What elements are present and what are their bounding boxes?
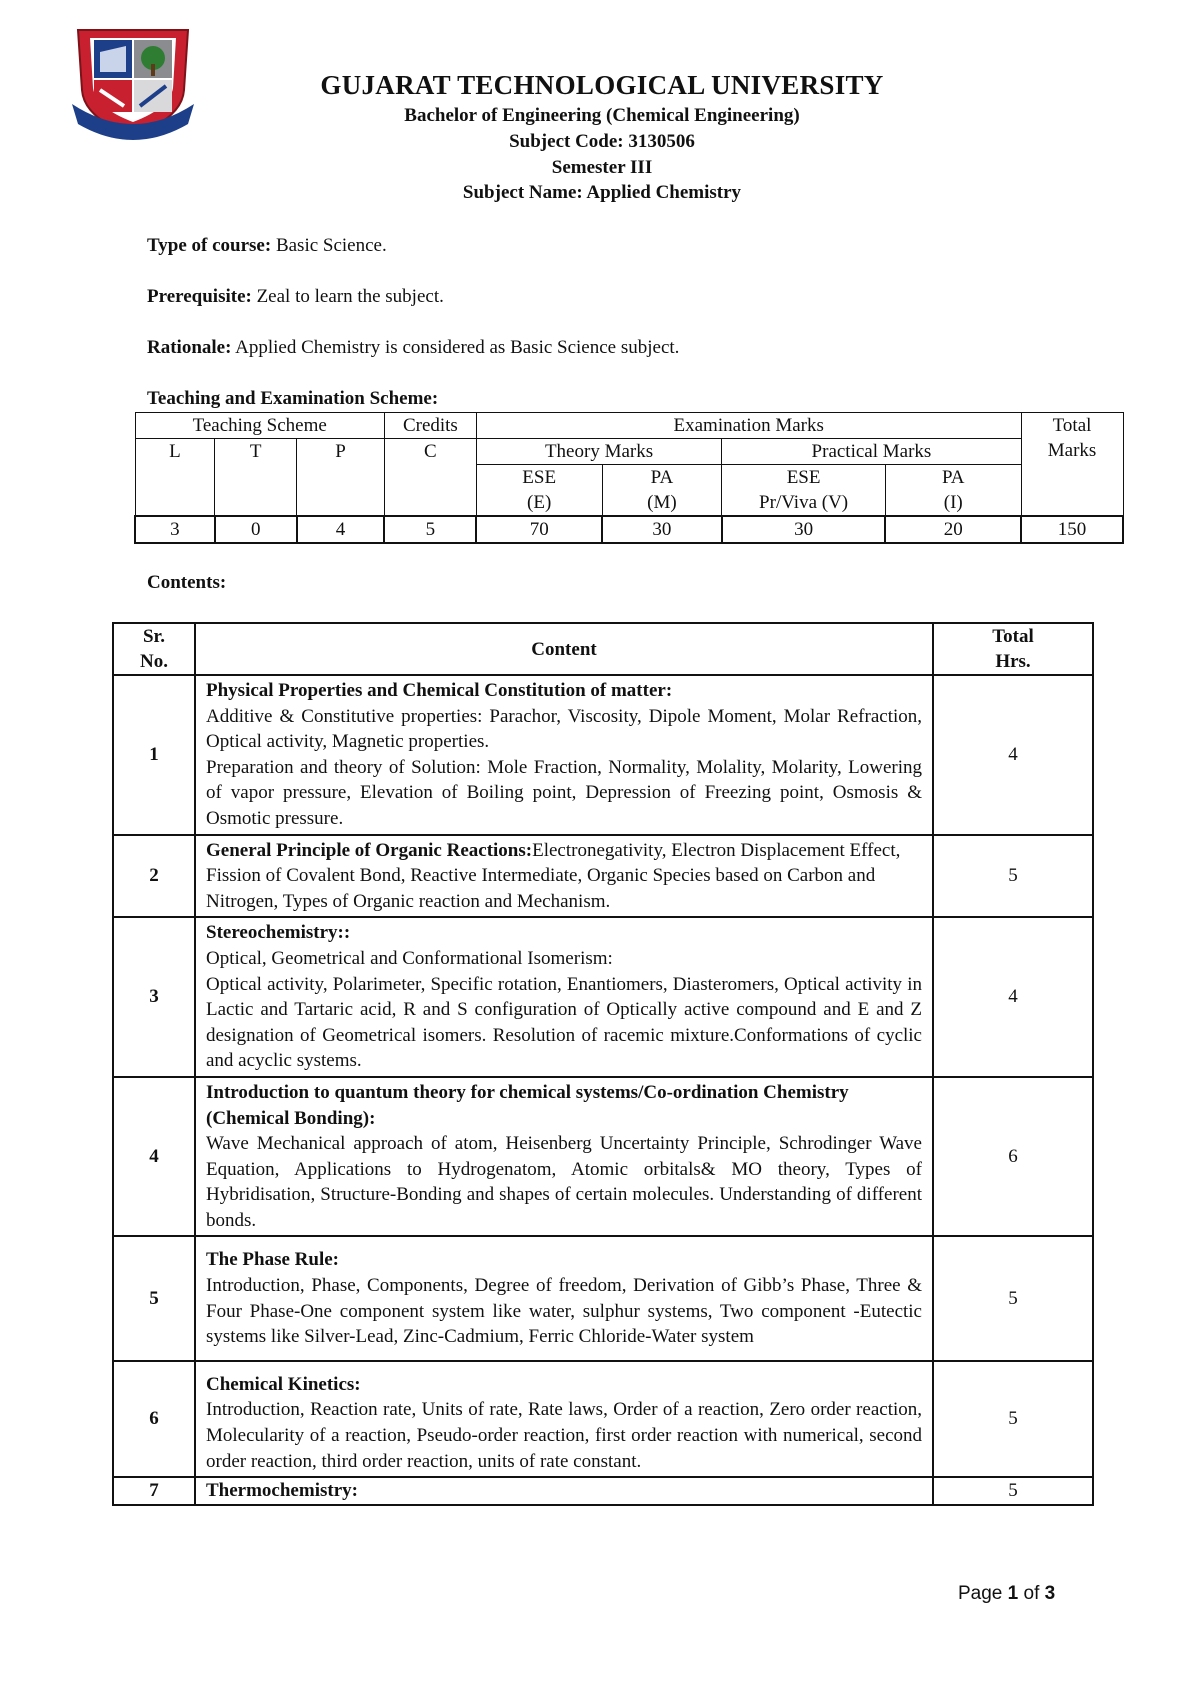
contents-header-row	[113, 623, 1093, 675]
p-header: P	[297, 439, 385, 517]
ese-practical-header: ESE Pr/Viva (V)	[722, 465, 886, 517]
ese-theory-header: ESE (E)	[476, 465, 602, 517]
program-name: Bachelor of Engineering (Chemical Engineering)	[404, 105, 800, 126]
teaching-scheme-header: Teaching Scheme	[135, 413, 384, 439]
content-cell	[195, 675, 933, 835]
total-hrs: 4	[933, 917, 1093, 1077]
topic-body: Optical, Geometrical and Conformational Isomerism:	[206, 947, 613, 969]
content-cell	[195, 835, 933, 918]
total-hrs: 5	[933, 1477, 1093, 1505]
table-row	[113, 1236, 1093, 1360]
l-value: 3	[135, 516, 215, 543]
scheme-heading: Teaching and Examination Scheme:	[147, 388, 439, 409]
t-value: 0	[215, 516, 297, 543]
sr-no: 4	[113, 1077, 195, 1237]
sr-no-header: Sr. No.	[113, 623, 195, 675]
course-type: Type of course: Basic Science.	[147, 235, 387, 256]
content-cell	[195, 917, 933, 1077]
contents-table	[112, 622, 1094, 1506]
pa-i-value: 20	[885, 516, 1021, 543]
sr-no: 7	[113, 1477, 195, 1505]
sr-no: 3	[113, 917, 195, 1077]
total-hrs: 5	[933, 1361, 1093, 1477]
total-hrs: 5	[933, 1236, 1093, 1360]
total-marks-header: Total Marks	[1021, 413, 1123, 517]
contents-heading: Contents:	[147, 572, 227, 593]
topic-title: Thermochemistry:	[206, 1480, 358, 1502]
total-hrs: 4	[933, 675, 1093, 835]
total-value: 150	[1021, 516, 1123, 543]
topic-body-2: Preparation and theory of Solution: Mole Fraction, Normality, Molality, Molarity, Lowering of vapor pressure, Elevation of Boiling point, Depression of Freezing point, Osmosis & Osmotic pressure.	[206, 756, 922, 829]
topic-title: The Phase Rule:	[206, 1249, 339, 1271]
c-value: 5	[384, 516, 476, 543]
ese-value: 70	[476, 516, 602, 543]
topic-body-2: Optical activity, Polarimeter, Specific rotation, Enantiomers, Diasteromers, Optical activity in Lactic and Tartaric acid, R and S configuration of Optically active compound and E and Z designation of Geometrical isomers. Resolution of racemic mixture.Conformations of cyclic and acyclic systems.	[206, 973, 922, 1072]
credits-header: Credits	[384, 413, 476, 439]
table-row	[113, 1361, 1093, 1477]
total-hrs: 6	[933, 1077, 1093, 1237]
l-header: L	[135, 439, 215, 517]
theory-marks-header: Theory Marks	[476, 439, 721, 465]
total-hrs-header: Total Hrs.	[933, 623, 1093, 675]
table-row	[113, 917, 1093, 1077]
content-cell	[195, 1477, 933, 1505]
sr-no: 5	[113, 1236, 195, 1360]
p-value: 4	[297, 516, 385, 543]
topic-title: Chemical Kinetics:	[206, 1373, 361, 1395]
topic-body: Electronegativity, Electron Displacement Effect, Fission of Covalent Bond, Reactive Intermediate, Organic Species based on Carbon and Nitrogen, Types of Organic reaction and Mechanism.	[206, 839, 901, 912]
topic-body: Introduction, Phase, Components, Degree of freedom, Derivation of Gibb’s Phase, Three & Four Phase-One component system like water, sulphur systems, Two component -Eutectic systems like Silver-Lead, Zinc-Cadmium, Ferric Chloride-Water system	[206, 1275, 922, 1348]
rationale: Rationale: Applied Chemistry is considered as Basic Science subject.	[147, 337, 680, 358]
topic-body: Introduction, Reaction rate, Units of rate, Rate laws, Order of a reaction, Zero order reaction, Molecularity of a reaction, Pseudo-order reaction, first order reaction with numerical, second order reaction, third order reaction, units of rate constant.	[206, 1399, 922, 1472]
pa-theory-header: PA (M)	[602, 465, 722, 517]
content-header: Content	[195, 623, 933, 675]
content-cell	[195, 1077, 933, 1237]
table-row	[113, 675, 1093, 835]
subject-code: Subject Code: 3130506	[509, 131, 695, 152]
semester: Semester III	[551, 157, 653, 178]
page-number: Page 1 of 3	[958, 1583, 1056, 1604]
pa-m-value: 30	[602, 516, 722, 543]
prerequisite: Prerequisite: Zeal to learn the subject.	[147, 286, 444, 307]
sr-no: 2	[113, 835, 195, 918]
topic-title: Physical Properties and Chemical Constitution of matter:	[206, 680, 673, 701]
topic-body: Additive & Constitutive properties: Parachor, Viscosity, Dipole Moment, Molar Refraction, Optical activity, Magnetic properties.	[206, 705, 922, 753]
scheme-table	[134, 412, 1124, 544]
t-header: T	[215, 439, 297, 517]
subject-name: Subject Name: Applied Chemistry	[462, 182, 742, 203]
sr-no: 1	[113, 675, 195, 835]
practical-marks-header: Practical Marks	[722, 439, 1021, 465]
exam-marks-header: Examination Marks	[476, 413, 1021, 439]
ese-v-value: 30	[722, 516, 886, 543]
total-hrs: 5	[933, 835, 1093, 918]
topic-title: Introduction to quantum theory for chemical systems/Co-ordination Chemistry (Chemical Bonding):	[206, 1081, 849, 1129]
content-cell	[195, 1236, 933, 1360]
scheme-values-row	[135, 516, 1123, 543]
topic-title: Stereochemistry::	[206, 922, 351, 944]
pa-practical-header: PA (I)	[885, 465, 1021, 517]
sr-no: 6	[113, 1361, 195, 1477]
content-cell	[195, 1361, 933, 1477]
c-header: C	[384, 439, 476, 517]
table-row	[113, 1077, 1093, 1237]
topic-title: General Principle of Organic Reactions:	[206, 839, 533, 861]
university-name: GUJARAT TECHNOLOGICAL UNIVERSITY	[320, 70, 884, 100]
topic-body: Wave Mechanical approach of atom, Heisenberg Uncertainty Principle, Schrodinger Wave Equation, Applications to Hydrogenatom, Atomic orbitals& MO theory, Types of Hybridisation, Structure-Bonding and shapes of certain molecules. Understanding of different bonds.	[206, 1133, 922, 1231]
table-row	[113, 1477, 1093, 1505]
table-row	[113, 835, 1093, 918]
